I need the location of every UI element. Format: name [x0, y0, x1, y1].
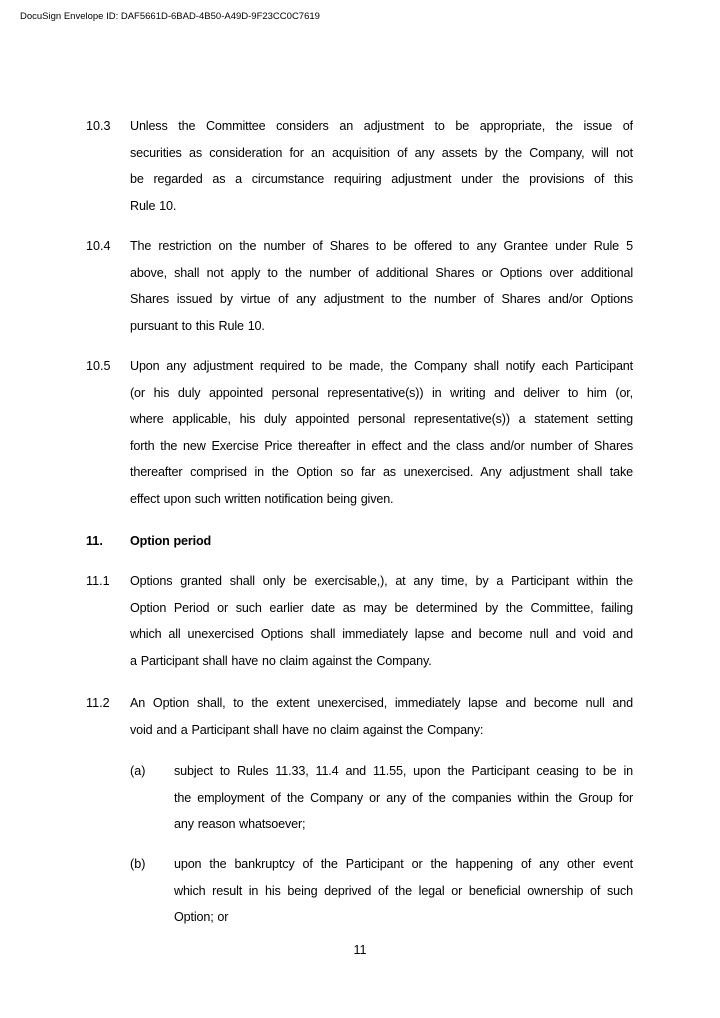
text-line: thereafter comprised in the Option so far as unexercised. Any adjustment shall take: [130, 465, 633, 480]
clause-text: [130, 353, 633, 513]
text-line: forth the new Exercise Price thereafter in effect and the class and/or number of Shares: [130, 438, 633, 453]
clause-number: 10.5: [86, 359, 111, 373]
text-line: where applicable, his duly appointed personal representative(s)) a statement setting: [130, 412, 633, 427]
page-number: 11: [353, 943, 367, 957]
text-line: An Option shall, to the extent unexercised, immediately lapse and become null and: [130, 696, 633, 710]
section-title: Option period: [130, 534, 212, 548]
text-line: Upon any adjustment required to be made, the Company shall notify each Participant: [130, 359, 633, 373]
clause-text: [130, 690, 633, 743]
section-number: 11.: [86, 534, 103, 548]
clause-text: [130, 113, 633, 219]
text-line: effect upon such written notification being given.: [130, 491, 394, 506]
text-line: The restriction on the number of Shares to be offered to any Grantee under Rule 5: [130, 239, 633, 253]
subclause-label: (a): [130, 764, 146, 778]
text-line: upon the bankruptcy of the Participant or the happening of any other event: [174, 857, 633, 871]
text-line: which all unexercised Options shall immediately lapse and become null and void and: [130, 627, 633, 642]
text-line: pursuant to this Rule 10.: [130, 318, 265, 333]
text-line: Option Period or such earlier date as may be determined by the Committee, failing: [130, 600, 633, 615]
text-line: any reason whatsoever;: [174, 817, 306, 832]
subclause-text: [174, 851, 633, 931]
text-line: Unless the Committee considers an adjustment to be appropriate, the issue of: [130, 119, 633, 133]
text-line: the employment of the Company or any of the companies within the Group for: [174, 790, 633, 805]
text-line: Option; or: [174, 910, 229, 925]
text-line: Options granted shall only be exercisable,), at any time, by a Participant within the: [130, 574, 633, 588]
text-line: Shares issued by virtue of any adjustment to the number of Shares and/or Options: [130, 292, 633, 307]
clause-number: 10.3: [86, 119, 111, 133]
subclause-label: (b): [130, 857, 146, 871]
clause-text: [130, 233, 633, 339]
text-line: securities as consideration for an acquisition of any assets by the Company, will not: [130, 145, 633, 160]
text-line: subject to Rules 11.33, 11.4 and 11.55, upon the Participant ceasing to be in: [174, 764, 633, 778]
clause-number: 11.1: [86, 574, 110, 588]
clause-text: [130, 568, 633, 674]
text-line: (or his duly appointed personal representative(s)) in writing and deliver to him (or,: [130, 385, 633, 400]
clause-number: 11.2: [86, 696, 110, 710]
text-line: Rule 10.: [130, 198, 177, 213]
clause-number: 10.4: [86, 239, 111, 253]
docusign-envelope-id: DocuSign Envelope ID: DAF5661D-6BAD-4B50-A49D-9F23CC0C7619: [20, 11, 320, 22]
subclause-text: [174, 758, 633, 838]
text-line: a Participant shall have no claim against the Company.: [130, 653, 432, 668]
text-line: above, shall not apply to the number of additional Shares or Options over additional: [130, 265, 633, 280]
text-line: void and a Participant shall have no claim against the Company:: [130, 722, 484, 737]
text-line: which result in his being deprived of the legal or beneficial ownership of such: [174, 883, 633, 898]
text-line: be regarded as a circumstance requiring adjustment under the provisions of this: [130, 172, 633, 187]
